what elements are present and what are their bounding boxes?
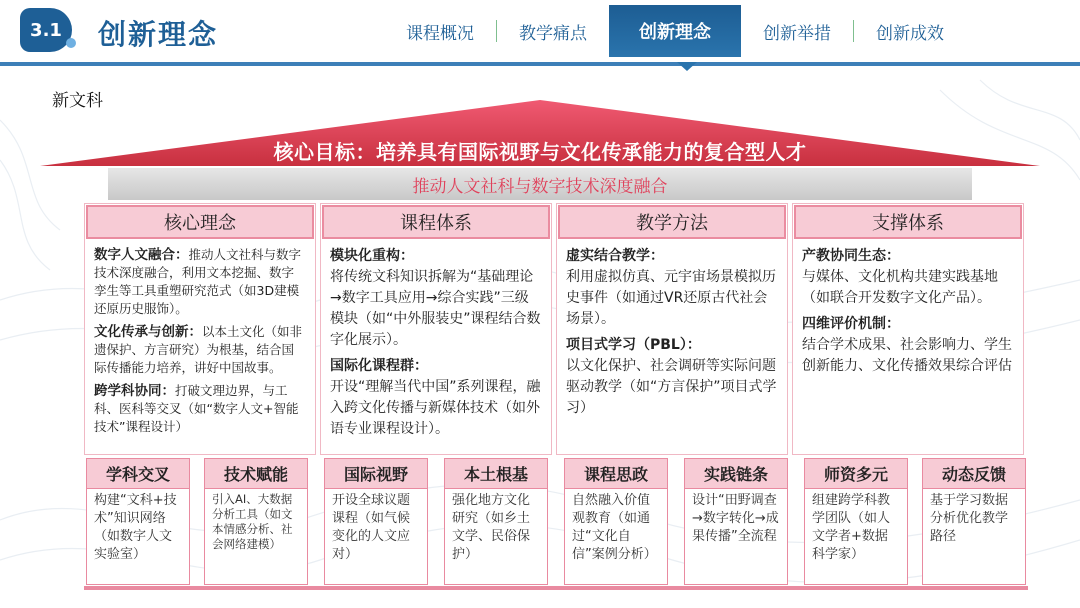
item-heading: 虚实结合教学：	[566, 248, 664, 264]
badge-dot	[66, 38, 76, 48]
column-support-system	[792, 203, 1024, 455]
pillar-diverse-faculty	[804, 458, 908, 585]
item-heading: 模块化重构：	[330, 248, 414, 264]
core-goal-text: 核心目标：培养具有国际视野与文化传承能力的复合型人才	[273, 140, 807, 164]
section-badge: 3.1	[20, 8, 72, 52]
item-text: 以文化保护、社会调研等实际问题驱动教学（如“方言保护”项目式学习）	[566, 358, 777, 416]
column-body	[793, 240, 1023, 388]
column-body	[557, 240, 787, 430]
foundation-line	[84, 586, 1028, 590]
nav-tab-innovation-measures[interactable]: 创新举措	[763, 23, 831, 44]
item-text: 将传统文科知识拆解为“基础理论→数字工具应用→综合实践”三级模块（如“中外服装史”课程结合数字化展示）。	[330, 269, 541, 348]
header-divider	[0, 62, 1080, 66]
pillar-tech-empowerment	[204, 458, 308, 585]
header-bar	[0, 0, 1080, 66]
pillar-interdisciplinary	[86, 458, 190, 585]
pillar-text: 强化地方文化研究（如乡土文学、民俗保护）	[452, 493, 531, 562]
pillar-text: 自然融入价值观教育（如通过“文化自信”案例分析）	[572, 493, 657, 562]
item-text: 打破文理边界，与工科、医科等交叉（如“数字人文+智能技术”课程设计）	[94, 383, 299, 434]
pillar-title: 国际视野	[325, 459, 427, 489]
item-heading: 国际化课程群：	[330, 358, 428, 374]
column-title: 教学方法	[558, 205, 786, 239]
pillar-title: 技术赋能	[205, 459, 307, 489]
pillar-text: 组建跨学科教学团队（如人文学者+数据科学家）	[812, 493, 891, 562]
column-core-concept	[84, 203, 316, 455]
pillar-title: 实践链条	[685, 459, 787, 489]
item-text: 与媒体、文化机构共建实践基地（如联合开发数字文化产品）。	[802, 269, 998, 306]
page-title: 创新理念	[98, 18, 219, 51]
pillar-title: 课程思政	[565, 459, 667, 489]
pillar-dynamic-feedback	[922, 458, 1026, 585]
nav-tab-innovation-results[interactable]: 创新成效	[876, 23, 944, 44]
pillar-text: 开设全球议题课程（如气候变化的人文应对）	[332, 493, 411, 562]
item-heading: 跨学科协同：	[94, 383, 175, 399]
pillar-text: 基于学习数据分析优化教学路径	[930, 493, 1009, 544]
nav-tab-innovation-concept[interactable]: 创新理念	[609, 5, 741, 57]
pillar-text: 构建“文科+技术”知识网络（如数字人文实验室）	[94, 493, 177, 562]
nav-tab-overview[interactable]: 课程概况	[406, 23, 474, 44]
top-nav	[384, 0, 966, 62]
pillar-practice-chain	[684, 458, 788, 585]
pillar-course-ideology	[564, 458, 668, 585]
subject-label: 新文科	[52, 91, 103, 111]
pillar-title: 本土根基	[445, 459, 547, 489]
pillar-local-roots	[444, 458, 548, 585]
pillar-title: 师资多元	[805, 459, 907, 489]
pillar-text: 引入AI、大数据分析工具（如文本情感分析、社会网络建模）	[212, 492, 293, 551]
column-teaching-methods	[556, 203, 788, 455]
item-text: 开设“理解当代中国”系列课程，融入跨文化传播与新媒体技术（如外语专业课程设计）。	[330, 379, 541, 437]
item-text: 以本土文化（如非遗保护、方言研究）为根基，结合国际传播能力培养，讲好中国故事。	[94, 324, 303, 375]
pillar-global-vision	[324, 458, 428, 585]
column-title: 支撑体系	[794, 205, 1022, 239]
column-title: 核心理念	[86, 205, 314, 239]
nav-tab-pain-points[interactable]: 教学痛点	[519, 23, 587, 44]
item-text: 利用虚拟仿真、元宇宙场景模拟历史事件（如通过VR还原古代社会场景）。	[566, 269, 776, 327]
item-text: 推动人文社科与数字技术深度融合，利用文本挖掘、数字孪生等工具重塑研究范式（如3D建模还原历史服饰）。	[94, 247, 302, 316]
item-heading: 产教协同生态：	[802, 248, 900, 264]
item-heading: 项目式学习（PBL）：	[566, 337, 701, 353]
item-heading: 数字人文融合：	[94, 247, 189, 263]
pillar-title: 动态反馈	[923, 459, 1025, 489]
pillar-text: 设计“田野调查→数字转化→成果传播”全流程	[692, 493, 779, 544]
item-text: 结合学术成果、社会影响力、学生创新能力、文化传播效果综合评估	[802, 337, 1012, 374]
column-title: 课程体系	[322, 205, 550, 239]
active-tab-pointer	[677, 62, 697, 71]
roof-beam: 推动人文社科与数字技术深度融合	[108, 168, 972, 200]
item-heading: 四维评价机制：	[802, 316, 900, 332]
pillar-title: 学科交叉	[87, 459, 189, 489]
column-body	[85, 240, 315, 447]
column-curriculum-system	[320, 203, 552, 455]
column-body	[321, 240, 551, 451]
item-heading: 文化传承与创新：	[94, 324, 202, 340]
